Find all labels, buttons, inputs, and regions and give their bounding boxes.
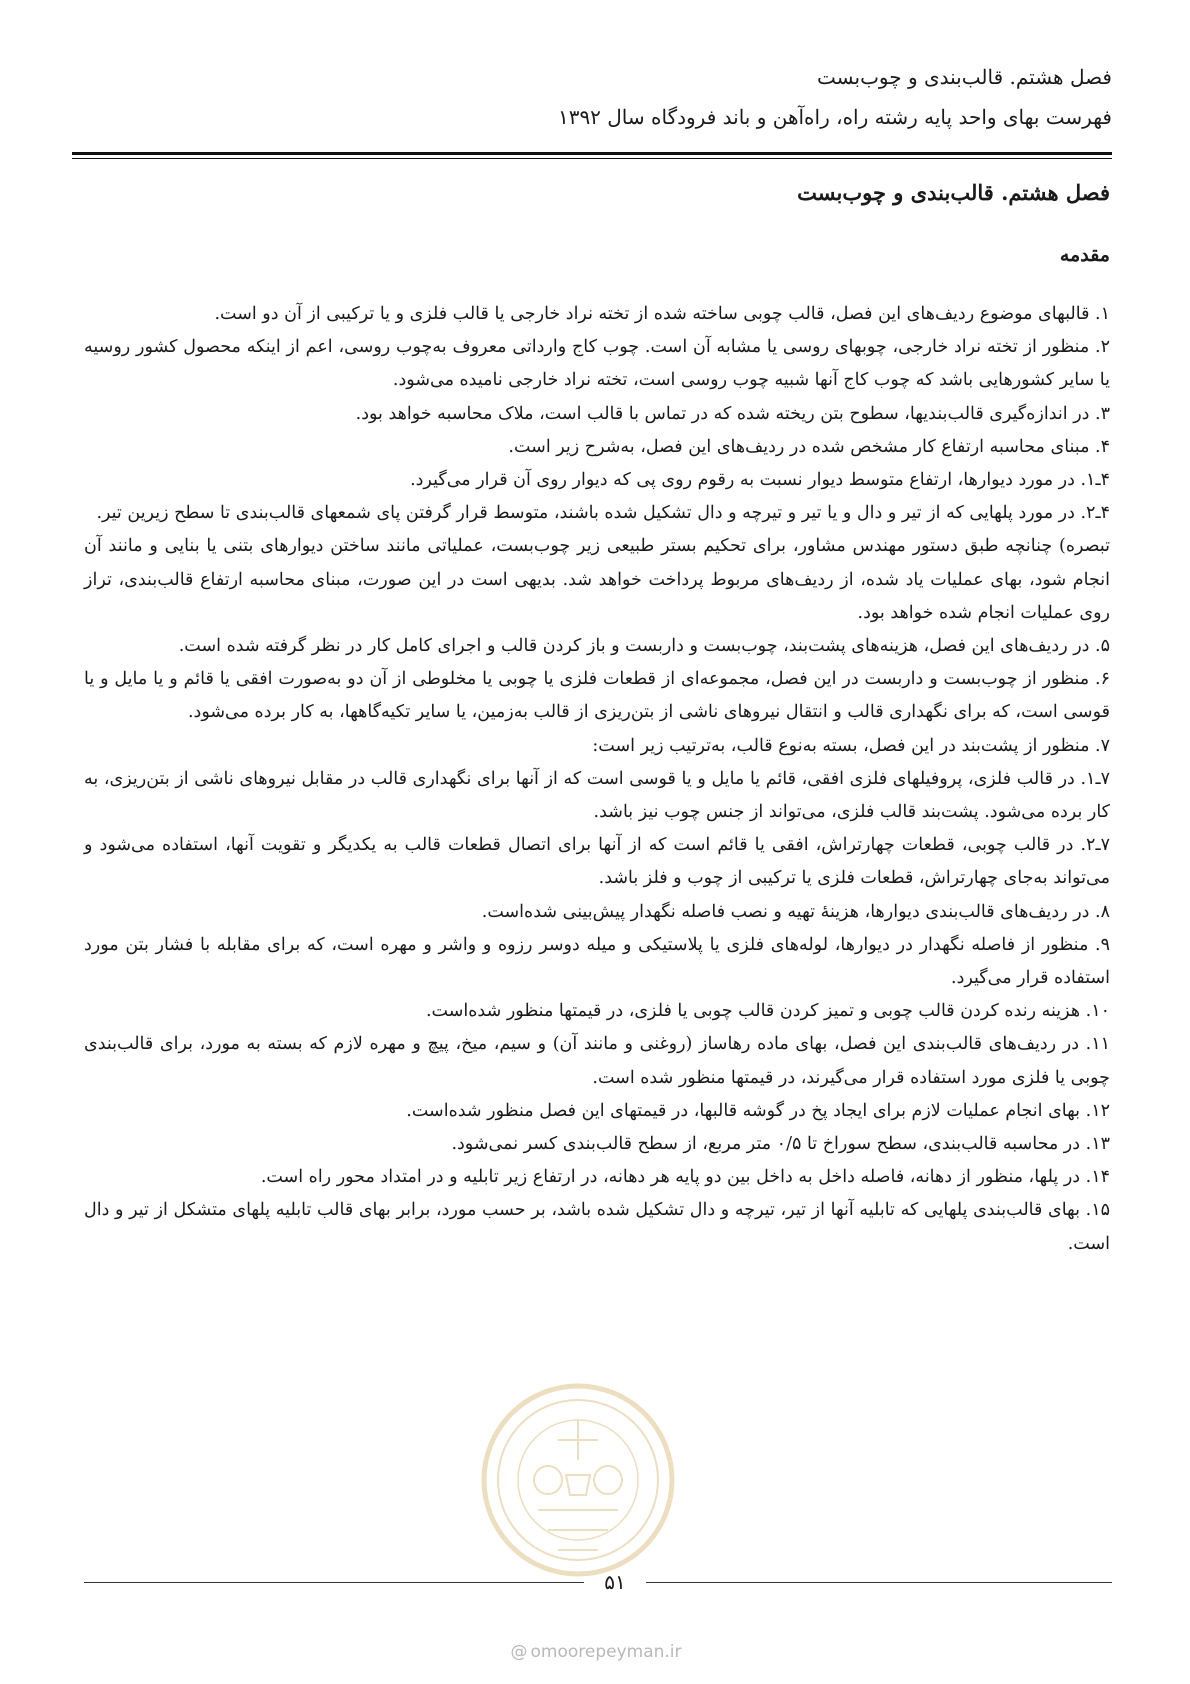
paragraph-1: ۱. قالبهای موضوع ردیف‌های این فصل، قالب چوبی ساخته شده از تخته نراد خارجی یا قالب فلزی و یا ترکیبی از آن دو است. xyxy=(214,304,1110,324)
paragraph-5: ۵. در ردیف‌های این فصل، هزینه‌های پشت‌بند، چوب‌بست و داربست و باز کردن قالب و اجرای کامل کار در نظر گرفته شده است. xyxy=(178,636,1110,657)
section-title: مقدمه xyxy=(1059,244,1110,266)
paragraph-10: ۱۰. هزینه رنده کردن قالب چوبی و تمیز کردن قالب چوبی یا فلزی، در قیمتها منظور شده‌است. xyxy=(425,1001,1110,1022)
watermark-text: omoorepeyman.ir xyxy=(530,1642,682,1662)
paragraph-6: ۶. منظور از چوب‌بست و داربست در این فصل، مجموعه‌ای از قطعات فلزی یا چوبی یا مخلوطی از آن دو به‌صورت افقی یا قائم و یا مایل و یا قوسی است، که برای نگهداری قالب و انتقال نیروهای ناشی از بتن‌ریزی از قالب به‌زمین، یا سایر تکیه‌گاهها، به کار برده می‌شود. xyxy=(84,669,1110,723)
paragraph-4-1: ۴ـ۱. در مورد دیوارها، ارتفاع متوسط دیوار نسبت به رقوم روی پی که دیوار روی آن قرار می‌گیرد. xyxy=(410,470,1110,491)
paragraph-11: ۱۱. در ردیف‌های قالب‌بندی این فصل، بهای ماده رهاساز (روغنی و مانند آن) و سیم، میخ، پیچ و مهره لازم که بسته به مورد، برای قالب‌بندی چوبی یا فلزی مورد استفاده قرار می‌گیرند، در قیمتها منظور شده است. xyxy=(84,1034,1110,1088)
seal-watermark-icon xyxy=(478,1380,678,1580)
page-number: ۵۱ xyxy=(604,1570,626,1594)
site-watermark xyxy=(476,1642,716,1662)
paragraph-15: ۱۵. بهای قالب‌بندی پلهایی که تابلیه آنها از تیر، تیرچه و دال تشکیل شده باشد، بر حسب مورد، برابر بهای قالب تابلیه پلهای متشکل از تیر و دال است. xyxy=(84,1200,1110,1254)
header-rule-thick xyxy=(72,152,1112,155)
paragraph-12: ۱۲. بهای انجام عملیات لازم برای ایجاد پخ در گوشه قالبها، در قیمتهای این فصل منظور شده‌است. xyxy=(406,1100,1110,1121)
running-header xyxy=(72,62,1112,132)
paragraph-7: ۷. منظور از پشت‌بند در این فصل، بسته به‌نوع قالب، به‌ترتیب زیر است: xyxy=(592,735,1110,756)
footer-rule-left xyxy=(84,1582,584,1583)
paragraph-note: تبصره) چنانچه طبق دستور مهندس مشاور، برای تحکیم بستر طبیعی زیر چوب‌بست، عملیاتی مانند ساختن دیوارهای بتنی یا بنایی و مانند آن انجام شود، بهای عملیات یاد شده، از ردیف‌های مربوط پرداخت خواهد شد. بدیهی است در این صورت، مبنای محاسبه ارتفاع قالب‌بندی، تراز روی عملیات انجام شده خواهد بود. xyxy=(84,536,1110,623)
at-sign-icon: @ xyxy=(510,1642,528,1662)
paragraph-8: ۸. در ردیف‌های قالب‌بندی دیوارها، هزینهٔ تهیه و نصب فاصله نگهدار پیش‌بینی شده‌است. xyxy=(481,901,1110,922)
paragraph-4: ۴. مبنای محاسبه ارتفاع کار مشخص شده در ردیف‌های این فصل، به‌شرح زیر است. xyxy=(508,436,1110,457)
header-catalog-line: فهرست بهای واحد پایه رشته راه، راه‌آهن و باند فرودگاه سال ۱۳۹۲ xyxy=(557,105,1112,129)
paragraph-7-2: ۷ـ۲. در قالب چوبی، قطعات چهارتراش، افقی یا قائم است که از آنها برای اتصال قطعات قالب به یکدیگر و تقویت آنها، استفاده می‌شود و می‌تواند به‌جای چهارتراش، قطعات فلزی یا ترکیبی از چوب و فلز باشد. xyxy=(84,835,1110,889)
footer-rule-right xyxy=(646,1582,1112,1583)
paragraph-7-1: ۷ـ۱. در قالب فلزی، پروفیلهای فلزی افقی، قائم یا مایل و یا قوسی است که از آنها برای نگهداری قالب در مقابل نیروهای ناشی از بتن‌ریزی، به کار برده می‌شود. پشت‌بند قالب فلزی، می‌تواند از جنس چوب نیز باشد. xyxy=(84,768,1110,823)
paragraph-14: ۱۴. در پلها، منظور از دهانه، فاصله داخل به داخل بین دو پایه هر دهانه، در ارتفاع زیر تابلیه و در امتداد محور راه است. xyxy=(260,1167,1110,1188)
paragraph-3: ۳. در اندازه‌گیری قالب‌بندیها، سطوح بتن ریخته شده که در تماس با قالب است، ملاک محاسبه خواهد بود. xyxy=(355,403,1110,424)
page-body xyxy=(84,176,1110,1261)
paragraph-4-2: ۴ـ۲. در مورد پلهایی که از تیر و دال و یا تیر و تیرچه و دال تشکیل شده باشند، متوسط قرار گرفتن پای شمعهای قالب‌بندی تا سطح زیرین تیر. xyxy=(96,503,1110,524)
header-rule-thin xyxy=(72,158,1112,159)
header-chapter-line: فصل هشتم. قالب‌بندی و چوب‌بست xyxy=(817,65,1112,89)
paragraph-13: ۱۳. در محاسبه قالب‌بندی، سطح سوراخ تا ۰/۵ متر مربع، از سطح قالب‌بندی کسر نمی‌شود. xyxy=(451,1134,1110,1155)
paragraph-9: ۹. منظور از فاصله نگهدار در دیوارها، لوله‌های فلزی یا پلاستیکی و میله دوسر رزوه و واشر و مهره است، که برای مقابله با فشار بتن مورد استفاده قرار می‌گیرد. xyxy=(84,934,1110,989)
paragraph-2: ۲. منظور از تخته نراد خارجی، چوبهای روسی یا مشابه آن است. چوب کاج وارداتی معروف به‌چوب روسی، اعم از اینکه محصول کشور روسیه یا سایر کشورهایی باشد که چوب کاج آنها شبیه چوب روسی است، تخته نراد خارجی نامیده می‌شود. xyxy=(84,337,1110,391)
chapter-title: فصل هشتم. قالب‌بندی و چوب‌بست xyxy=(797,180,1110,205)
